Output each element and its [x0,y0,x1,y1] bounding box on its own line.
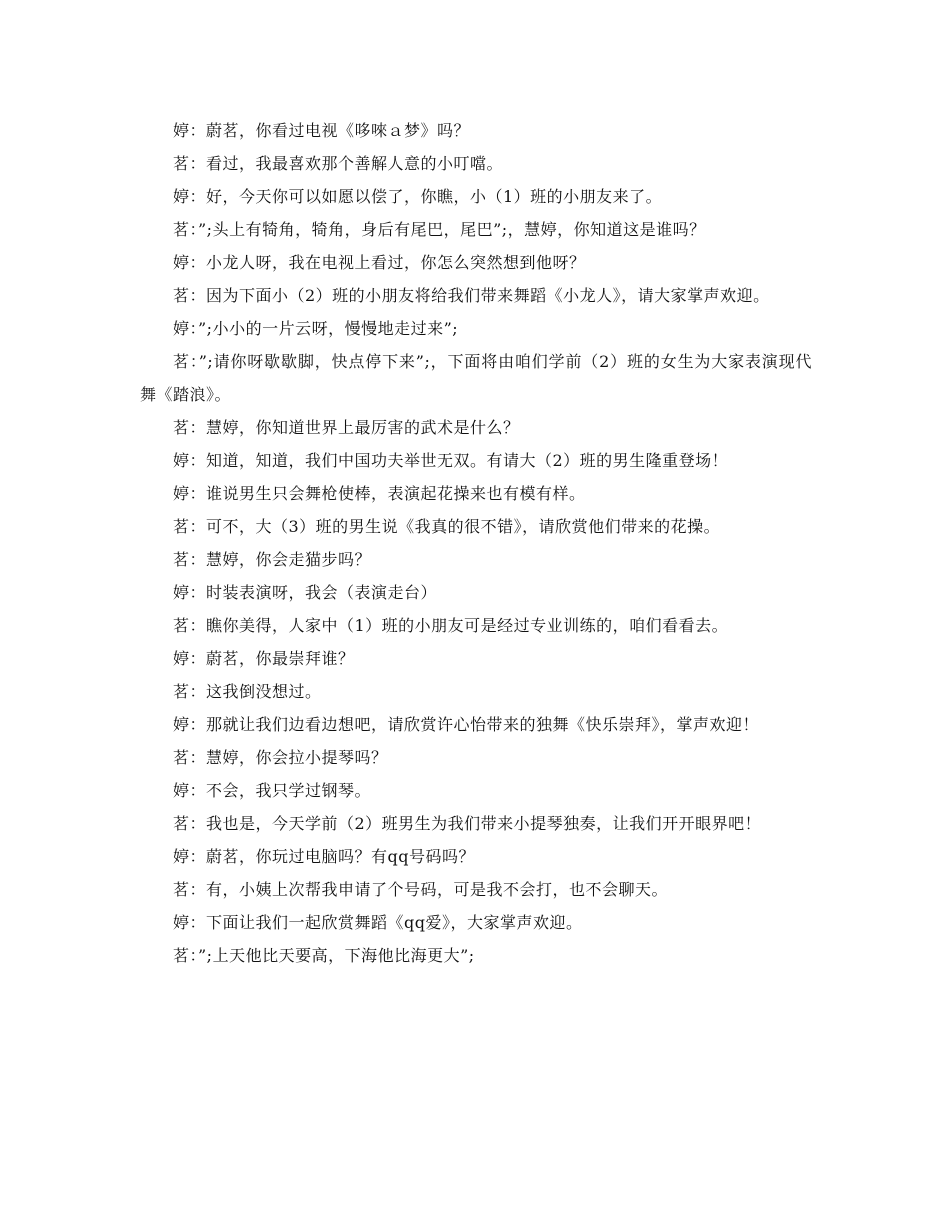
paragraph: 婷：蔚茗，你玩过电脑吗？有qq号码吗？ [173,847,475,866]
paragraph: 茗：慧婷，你会拉小提琴吗？ [173,748,388,767]
paragraph: 婷：好，今天你可以如愿以偿了，你瞧，小（1）班的小朋友来了。 [173,187,663,206]
paragraph: 婷：蔚茗，你最崇拜谁？ [173,649,355,668]
paragraph: 婷：不会，我只学过钢琴。 [173,781,372,800]
paragraph: 茗：这我倒没想过。 [173,682,322,701]
paragraph: 茗：慧婷，你知道世界上最厉害的武术是什么？ [173,418,520,437]
paragraph: 茗：因为下面小（2）班的小朋友将给我们带来舞蹈《小龙人》，请大家掌声欢迎。 [173,286,770,305]
paragraph: 茗：”;头上有犄角，犄角，身后有尾巴，尾巴”;，慧婷，你知道这是谁吗？ [173,220,706,239]
paragraph: 婷：”;小小的一片云呀，慢慢地走过来”; [173,319,459,338]
paragraph: 婷：小龙人呀，我在电视上看过，你怎么突然想到他呀？ [173,253,586,272]
paragraph: 婷：时装表演呀，我会（表演走台） [173,583,438,602]
paragraph: 茗：慧婷，你会走猫步吗？ [173,550,372,569]
paragraph: 茗：瞧你美得，人家中（1）班的小朋友可是经过专业训练的，咱们看看去。 [173,616,729,635]
paragraph: 茗：我也是，今天学前（2）班男生为我们带来小提琴独奏，让我们开开眼界吧！ [173,814,762,833]
paragraph: 茗：可不，大（3）班的男生说《我真的很不错》，请欣赏他们带来的花操。 [173,517,721,536]
paragraph: 茗：有，小姨上次帮我申请了个号码，可是我不会打，也不会聊天。 [173,880,669,899]
paragraph: 婷：知道，知道，我们中国功夫举世无双。有请大（2）班的男生隆重登场！ [173,451,729,470]
paragraph: 茗：”;上天他比天要高，下海他比海更大”; [173,946,475,965]
paragraph: 婷：那就让我们边看边想吧，请欣赏许心怡带来的独舞《快乐崇拜》，掌声欢迎！ [173,715,760,734]
paragraph: 茗：”;请你呀歇歇脚，快点停下来”;，下面将由咱们学前（2）班的女生为大家表演现代舞《踏浪》。 [140,352,812,404]
document-body [140,114,812,972]
paragraph: 婷：下面让我们一起欣赏舞蹈《qq爱》，大家掌声欢迎。 [173,913,583,932]
paragraph: 婷：蔚茗，你看过电视《哆唻ａ梦》吗？ [173,121,471,140]
paragraph: 婷：谁说男生只会舞枪使棒，表演起花操来也有模有样。 [173,484,586,503]
paragraph: 茗：看过，我最喜欢那个善解人意的小叮噹。 [173,154,504,173]
